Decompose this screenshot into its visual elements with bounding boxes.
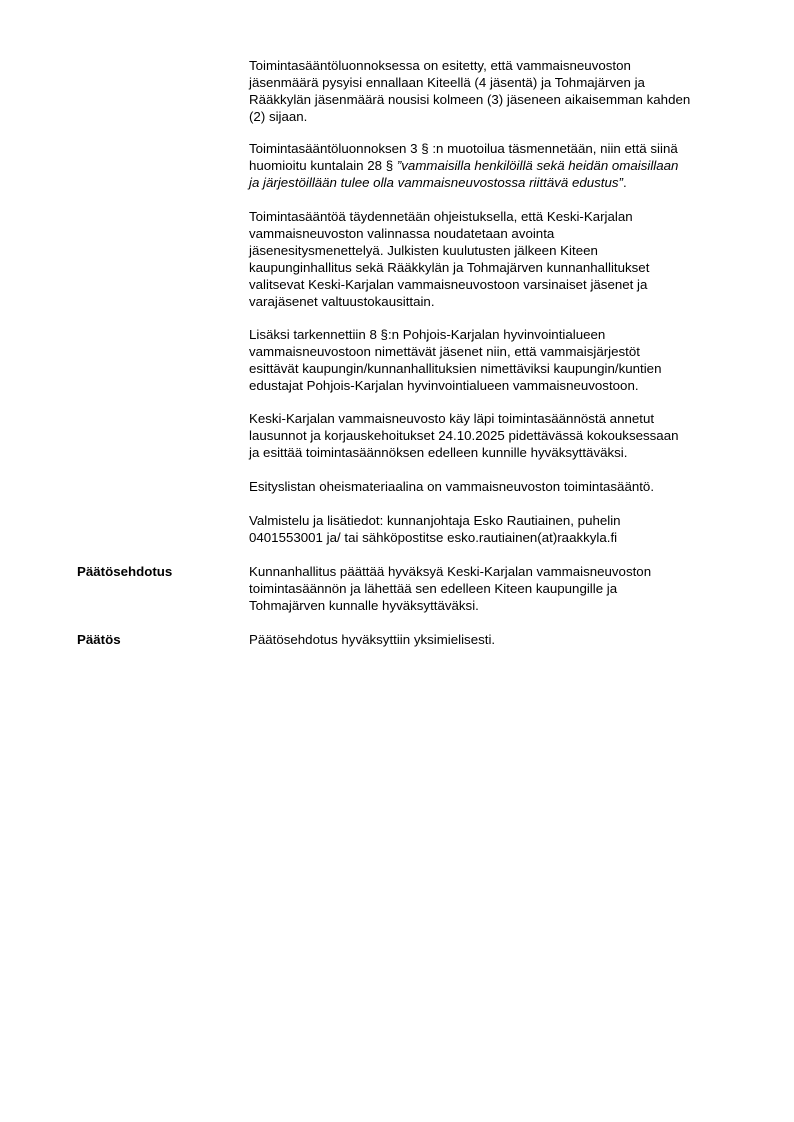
text-line: jäsenmäärä pysyisi ennallaan Kiteellä (4 jäsentä) ja Tohmajärven ja xyxy=(249,75,645,90)
text-line: edustajat Pohjois-Karjalan hyvinvointialueen vammaisneuvostoon. xyxy=(249,378,639,393)
paragraph-section-3 xyxy=(249,140,749,191)
text-line: Keski-Karjalan vammaisneuvosto käy läpi toimintasäännöstä annetut xyxy=(249,411,655,426)
proposal-text xyxy=(249,563,749,614)
text-line: Toimintasääntöä täydennetään ohjeistuksella, että Keski-Karjalan xyxy=(249,209,633,224)
text-line: toimintasäännön ja lähettää sen edelleen Kiteen kaupungille ja xyxy=(249,581,618,596)
text-line: kaupunginhallitus sekä Rääkkylän ja Tohmajärven kunnanhallitukset xyxy=(249,260,650,275)
text-line: lausunnot ja korjauskehoitukset 24.10.2025 pidettävässä kokouksessaan xyxy=(249,428,679,443)
text-line: huomioitu kuntalain 28 § ”vammaisilla henkilöillä sekä heidän omaisillaan xyxy=(249,158,679,173)
text-line: Kunnanhallitus päättää hyväksyä Keski-Karjalan vammaisneuvoston xyxy=(249,564,652,579)
text-line: 0401553001 ja/ tai sähköpostitse esko.rautiainen(at)raakkyla.fi xyxy=(249,530,618,545)
text-line: vammaisneuvostoon nimettävät jäsenet niin, että vammaisjärjestöt xyxy=(249,344,640,359)
text-line: vammaisneuvoston valinnassa noudatetaan avointa xyxy=(249,226,555,241)
text-line: Valmistelu ja lisätiedot: kunnanjohtaja Esko Rautiainen, puhelin xyxy=(249,513,621,528)
paragraph-contact xyxy=(249,512,749,546)
decision-label: Päätös xyxy=(77,632,121,647)
text-line: (2) sijaan. xyxy=(249,109,308,124)
text-line: ja esittää toimintasäännöksen edelleen kunnille hyväksyttäväksi. xyxy=(249,445,628,460)
paragraph-nomination-procedure xyxy=(249,208,749,310)
paragraph-member-count xyxy=(249,57,749,125)
text-line: ja järjestöillään tulee olla vammaisneuvostossa riittävä edustus”. xyxy=(249,175,627,190)
text-line: varajäsenet valtuustokausittain. xyxy=(249,294,435,309)
decision-text xyxy=(249,631,749,648)
paragraph-council-review xyxy=(249,410,749,461)
text-line: valitsevat Keski-Karjalan vammaisneuvostoon varsinaiset jäsenet ja xyxy=(249,277,648,292)
text-line: Esityslistan oheismateriaalina on vammaisneuvoston toimintasääntö. xyxy=(249,479,655,494)
text-line: Toimintasääntöluonnoksen 3 § :n muotoilua täsmennetään, niin että siinä xyxy=(249,141,678,156)
text-line: Rääkkylän jäsenmäärä nousisi kolmeen (3) jäseneen aikaisemman kahden xyxy=(249,92,691,107)
proposal-label: Päätösehdotus xyxy=(77,564,173,579)
paragraph-section-8 xyxy=(249,326,749,394)
text-line: Päätösehdotus hyväksyttiin yksimielisesti. xyxy=(249,632,496,647)
text-line: jäsenesitysmenettelyä. Julkisten kuulutusten jälkeen Kiteen xyxy=(249,243,598,258)
text-line: Tohmajärven kunnalle hyväksyttäväksi. xyxy=(249,598,479,613)
text-line: Toimintasääntöluonnoksessa on esitetty, että vammaisneuvoston xyxy=(249,58,631,73)
text-line: Lisäksi tarkennettiin 8 §:n Pohjois-Karjalan hyvinvointialueen xyxy=(249,327,606,342)
text-line: esittävät kaupungin/kunnanhallituksien nimettäviksi kaupungin/kuntien xyxy=(249,361,662,376)
paragraph-attachment xyxy=(249,478,749,495)
